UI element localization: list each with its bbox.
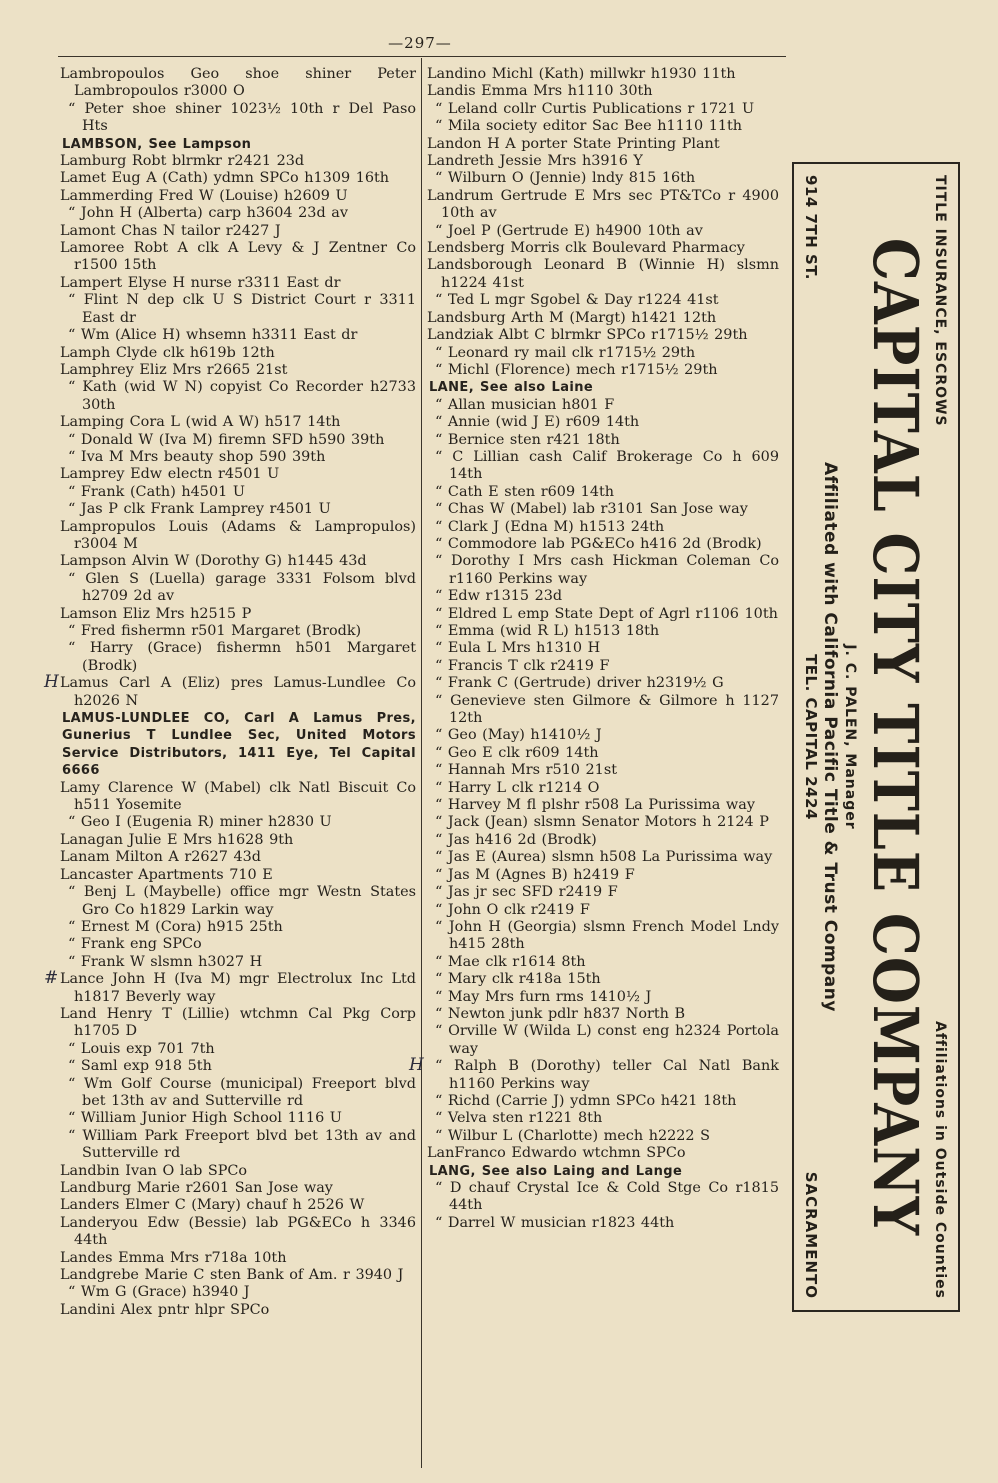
directory-entry — [60, 623, 416, 640]
directory-entry — [427, 362, 779, 379]
entry-text: “ John H (Alberta) carp h3604 23d av — [68, 205, 348, 222]
entry-text: Lamprey Edw electn r4501 U — [60, 466, 280, 483]
directory-entry — [60, 379, 416, 414]
directory-entry — [427, 640, 779, 657]
entry-text: “ William Park Freeport blvd bet 13th av and Sutterville rd — [68, 1127, 416, 1162]
entry-text: Landini Alex pntr hlpr SPCo — [60, 1301, 270, 1318]
entry-text: “ Emma (wid R L) h1513 18th — [435, 623, 660, 639]
entry-text: “ Velva sten r1221 8th — [435, 1110, 603, 1127]
directory-entry — [60, 849, 416, 866]
top-rule — [58, 56, 786, 57]
directory-entry — [427, 66, 779, 83]
entry-text: “ D chauf Crystal Ice & Cold Stge Co r1815 44th — [435, 1180, 779, 1214]
entry-text: Lamy Clarence W (Mabel) clk Natl Biscuit Co h511 Yosemite — [60, 779, 416, 814]
entry-text: Lampropulos Louis (Adams & Lampropulos) r3004 M — [60, 518, 416, 552]
directory-entry — [60, 484, 416, 501]
directory-entry — [44, 672, 416, 710]
directory-entry — [427, 292, 779, 309]
entry-text: Lendsberg Morris clk Boulevard Pharmacy — [427, 240, 745, 257]
entry-text: “ Geo I (Eugenia R) miner h2830 U — [68, 814, 332, 831]
directory-entry — [427, 553, 779, 588]
directory-entry — [60, 640, 416, 675]
directory-entry — [427, 449, 779, 484]
entry-text: “ John H (Georgia) slsmn French Model Lndy h415 28th — [435, 918, 779, 953]
directory-entry — [427, 814, 779, 831]
directory-entry — [427, 1128, 779, 1145]
directory-entry — [60, 832, 416, 849]
directory-entry — [60, 1250, 416, 1267]
directory-entry — [427, 223, 779, 240]
directory-entry — [427, 919, 779, 954]
entry-text: “ Francis T clk r2419 F — [435, 657, 610, 674]
entry-text: Landsburg Arth M (Margt) h1421 12th — [427, 309, 717, 326]
entry-text: “ Louis exp 701 7th — [68, 1040, 215, 1057]
directory-entry — [60, 606, 416, 623]
entry-text: Lanam Milton A r2627 43d — [60, 849, 261, 866]
directory-entry — [427, 954, 779, 971]
entry-text: “ Hannah Mrs r510 21st — [435, 762, 617, 779]
entry-text: “ Ted L mgr Sgobel & Day r1224 41st — [435, 292, 719, 309]
entry-text: Landsborough Leonard B (Winnie H) slsmn h1224 41st — [427, 257, 779, 291]
directory-entry — [60, 1267, 416, 1284]
directory-entry — [44, 968, 416, 1006]
entry-text: Landburg Marie r2601 San Jose way — [60, 1180, 333, 1196]
entry-text: LAMBSON, See Lampson — [62, 136, 252, 152]
directory-entry — [60, 188, 416, 205]
directory-entry — [60, 954, 416, 971]
entry-text: “ Mary clk r418a 15th — [435, 971, 601, 988]
directory-entry — [427, 536, 779, 553]
entry-text: Lanagan Julie E Mrs h1628 9th — [60, 831, 294, 848]
entry-text: Landon H A porter State Printing Plant — [427, 135, 720, 152]
directory-entry — [60, 362, 416, 379]
section-heading — [427, 1163, 779, 1180]
directory-entry — [60, 101, 416, 136]
directory-entry — [60, 240, 416, 275]
entry-text: “ Flint N dep clk U S District Court r 3311 East dr — [68, 292, 416, 326]
directory-entry — [60, 275, 416, 292]
directory-entry — [427, 971, 779, 988]
entry-text: Landbin Ivan O lab SPCo — [60, 1162, 248, 1179]
entry-text: “ Leland collr Curtis Publications r 1721 U — [435, 100, 755, 117]
directory-entry — [427, 188, 779, 223]
directory-entry — [60, 780, 416, 815]
directory-entry — [60, 327, 416, 344]
entry-text: “ Wilburn O (Jennie) lndy 815 16th — [435, 170, 696, 187]
entry-text: “ Jas P clk Frank Lamprey r4501 U — [68, 501, 331, 518]
directory-entry — [60, 1110, 416, 1127]
directory-entry — [427, 118, 779, 135]
directory-entry — [427, 153, 779, 170]
entry-text: “ Darrel W musician r1823 44th — [435, 1214, 675, 1231]
directory-entry — [427, 345, 779, 362]
entry-text: Lancaster Apartments 710 E — [60, 866, 273, 883]
directory-column-right — [409, 66, 779, 1232]
entry-text: Lamph Clyde clk h619b 12th — [60, 344, 275, 361]
directory-entry — [60, 1076, 416, 1111]
entry-text: Lammerding Fred W (Louise) h2609 U — [60, 187, 348, 204]
entry-text: “ Cath E sten r609 14th — [435, 483, 615, 500]
entry-text: “ Dorothy I Mrs cash Hickman Coleman Co r1160 Perkins way — [435, 553, 779, 587]
entry-text: LANG, See also Laing and Lange — [429, 1163, 683, 1179]
entry-text: “ Jas E (Aurea) slsmn h508 La Purissima way — [435, 849, 773, 866]
directory-entry — [60, 936, 416, 953]
entry-text: “ Harry (Grace) fishermn h501 Margaret (Brodk) — [68, 640, 416, 674]
directory-entry — [60, 170, 416, 187]
entry-text: Lamphrey Eliz Mrs r2665 21st — [60, 361, 288, 378]
entry-text: Lamson Eliz Mrs h2515 P — [60, 605, 252, 622]
entry-text: “ Leonard ry mail clk r1715½ 29th — [435, 344, 696, 361]
entry-text: “ Kath (wid W N) copyist Co Recorder h2733 30th — [68, 379, 416, 413]
entry-text: “ Orville W (Wilda L) const eng h2324 Portola way — [435, 1023, 779, 1057]
entry-text: Landeryou Edw (Bessie) lab PG&ECo h 3346 44th — [60, 1214, 416, 1249]
entry-text: Lamont Chas N tailor r2427 J — [60, 222, 281, 239]
directory-entry — [60, 205, 416, 222]
directory-entry — [60, 449, 416, 466]
directory-entry — [427, 170, 779, 187]
directory-entry — [60, 1006, 416, 1041]
entry-text: “ Jas jr sec SFD r2419 F — [435, 884, 618, 901]
directory-entry — [60, 867, 416, 884]
directory-entry — [60, 884, 416, 919]
ad-manager: J. C. PALEN, Manager — [842, 644, 858, 830]
directory-entry — [427, 1006, 779, 1023]
directory-entry — [427, 101, 779, 118]
entry-text: Lampert Elyse H nurse r3311 East dr — [60, 274, 341, 291]
directory-entry — [60, 414, 416, 431]
ad-phone: TEL. CAPITAL 2424 — [802, 654, 820, 820]
entry-text: “ Jas M (Agnes B) h2419 F — [435, 866, 635, 883]
entry-text: “ Allan musician h801 F — [435, 396, 615, 413]
entry-text: “ Newton junk pdlr h837 North B — [435, 1005, 686, 1022]
entry-text: Landrum Gertrude E Mrs sec PT&TCo r 4900 10th av — [427, 187, 779, 222]
entry-text: “ Edw r1315 23d — [435, 588, 563, 605]
directory-entry — [427, 1145, 779, 1162]
entry-text: “ Frank eng SPCo — [68, 936, 202, 953]
entry-text: “ Wm Golf Course (municipal) Freeport blvd bet 13th av and Sutterville rd — [68, 1075, 416, 1109]
directory-entry — [427, 780, 779, 797]
entry-text: “ Frank C (Gertrude) driver h2319½ G — [435, 675, 724, 692]
directory-entry — [60, 519, 416, 554]
entry-text: Landers Elmer C (Mary) chauf h 2526 W — [60, 1197, 365, 1214]
directory-entry — [427, 257, 779, 292]
ad-tagline-right: Affiliations in Outside Counties — [932, 1020, 948, 1299]
entry-text: Lance John H (Iva M) mgr Electrolux Inc Ltd h1817 Beverly way — [60, 971, 416, 1005]
entry-text: “ Genevieve sten Gilmore & Gilmore h 1127 12th — [435, 692, 779, 727]
directory-entry — [60, 1128, 416, 1163]
entry-text: “ Geo E clk r609 14th — [435, 744, 599, 761]
entry-text: “ C Lillian cash Calif Brokerage Co h 609 14th — [435, 448, 779, 483]
entry-text: “ Michl (Florence) mech r1715½ 29th — [435, 361, 718, 378]
directory-entry — [427, 1110, 779, 1127]
directory-entry — [60, 1197, 416, 1214]
entry-text: Landes Emma Mrs r718a 10th — [60, 1249, 287, 1266]
handwritten-margin-mark: H — [44, 672, 59, 693]
directory-entry — [60, 1163, 416, 1180]
entry-text: “ William Junior High School 1116 U — [68, 1110, 342, 1127]
page-number: —297— — [388, 34, 452, 52]
entry-text: “ Harry L clk r1214 O — [435, 779, 600, 796]
directory-entry — [60, 501, 416, 518]
directory-entry — [427, 240, 779, 257]
directory-entry — [60, 1180, 416, 1197]
directory-entry — [60, 345, 416, 362]
entry-text: Lambropoulos Geo shoe shiner Peter Lambropoulos r3000 O — [60, 66, 416, 100]
entry-text: “ Wilbur L (Charlotte) mech h2222 S — [435, 1127, 711, 1144]
directory-entry — [427, 797, 779, 814]
entry-text: “ Commodore lab PG&ECo h416 2d (Brodk) — [435, 535, 762, 552]
title-company-advertisement — [792, 162, 960, 1312]
entry-text: “ Geo (May) h1410½ J — [435, 727, 602, 744]
directory-entry — [427, 849, 779, 866]
directory-entry — [60, 432, 416, 449]
directory-entry — [427, 1215, 779, 1232]
entry-text: “ May Mrs furn rms 1410½ J — [435, 988, 652, 1005]
entry-text: “ Fred fishermn r501 Margaret (Brodk) — [68, 623, 362, 639]
entry-text: Landgrebe Marie C sten Bank of Am. r 3940 J — [60, 1267, 404, 1284]
directory-entry — [427, 1180, 779, 1215]
directory-entry — [427, 310, 779, 327]
entry-text: “ John O clk r2419 F — [435, 901, 590, 918]
entry-text: “ Wm (Alice H) whsemn h3311 East dr — [68, 327, 358, 344]
directory-entry — [427, 693, 779, 728]
entry-text: “ Frank W slsmn h3027 H — [68, 953, 263, 970]
entry-text: Lamet Eug A (Cath) ydmn SPCo h1309 16th — [60, 170, 390, 187]
directory-entry — [427, 884, 779, 901]
directory-entry — [60, 223, 416, 240]
directory-entry — [60, 66, 416, 101]
directory-entry — [60, 1215, 416, 1250]
directory-entry — [427, 727, 779, 744]
directory-entry — [427, 83, 779, 100]
directory-entry — [60, 1058, 416, 1075]
section-heading — [427, 379, 779, 396]
entry-text: “ Wm G (Grace) h3940 J — [68, 1284, 250, 1301]
entry-text: LANE, See also Laine — [429, 380, 594, 396]
entry-text: “ Jas h416 2d (Brodk) — [435, 831, 597, 848]
entry-text: “ Clark J (Edna M) h1513 24th — [435, 518, 665, 535]
directory-entry — [60, 1284, 416, 1301]
directory-entry — [427, 658, 779, 675]
entry-text: “ Donald W (Iva M) firemn SFD h590 39th — [68, 431, 385, 448]
entry-text: “ Mae clk r1614 8th — [435, 953, 586, 970]
directory-entry — [427, 397, 779, 414]
handwritten-margin-mark: H — [409, 1055, 424, 1076]
entry-text: “ Mila society editor Sac Bee h1110 11th — [435, 118, 743, 135]
directory-entry — [427, 484, 779, 501]
entry-text: “ Jack (Jean) slsmn Senator Motors h 2124 P — [435, 814, 769, 831]
directory-entry — [427, 832, 779, 849]
directory-entry — [427, 867, 779, 884]
directory-entry — [60, 919, 416, 936]
directory-entry — [427, 136, 779, 153]
entry-text: “ Eula L Mrs h1310 H — [435, 640, 601, 657]
directory-entry — [427, 606, 779, 623]
entry-text: “ Ralph B (Dorothy) teller Cal Natl Bank h1160 Perkins way — [435, 1058, 779, 1092]
entry-text: “ Peter shoe shiner 1023½ 10th r Del Paso Hts — [68, 100, 416, 135]
handwritten-margin-mark: # — [44, 968, 59, 989]
column-divider — [421, 58, 422, 1468]
directory-entry — [427, 902, 779, 919]
entry-text: “ Benj L (Maybelle) office mgr Westn States Gro Co h1829 Larkin way — [68, 884, 416, 918]
entry-text: “ Saml exp 918 5th — [68, 1058, 212, 1075]
directory-entry — [409, 1055, 779, 1093]
directory-entry — [60, 153, 416, 170]
directory-entry — [427, 519, 779, 536]
entry-text: “ Frank (Cath) h4501 U — [68, 483, 245, 500]
business-listing — [60, 710, 416, 780]
entry-text: “ Harvey M fl plshr r508 La Purissima way — [435, 797, 755, 814]
directory-entry — [427, 414, 779, 431]
directory-entry — [60, 814, 416, 831]
directory-entry — [427, 989, 779, 1006]
directory-entry — [427, 501, 779, 518]
entry-text: “ Chas W (Mabel) lab r3101 San Jose way — [435, 501, 748, 518]
directory-entry — [60, 1302, 416, 1319]
entry-text: “ Ernest M (Cora) h915 25th — [68, 918, 283, 935]
directory-entry — [60, 466, 416, 483]
ad-tagline-left: TITLE INSURANCE, ESCROWS — [932, 175, 948, 427]
section-heading — [60, 136, 416, 153]
entry-text: “ Glen S (Luella) garage 3331 Folsom blvd h2709 2d av — [68, 570, 416, 605]
entry-text: Landino Michl (Kath) millwkr h1930 11th — [427, 66, 736, 82]
directory-entry — [60, 1041, 416, 1058]
entry-text: “ Richd (Carrie J) ydmn SPCo h421 18th — [435, 1092, 737, 1109]
entry-text: Lampson Alvin W (Dorothy G) h1445 43d — [60, 553, 367, 570]
directory-column-left — [44, 66, 416, 1319]
entry-text: Lamoree Robt A clk A Levy & J Zentner Co r1500 15th — [60, 240, 416, 274]
directory-entry — [427, 327, 779, 344]
entry-text: LanFranco Edwardo wtchmn SPCo — [427, 1145, 686, 1162]
entry-text: Landreth Jessie Mrs h3916 Y — [427, 153, 643, 170]
entry-text: Lamburg Robt blrmkr r2421 23d — [60, 153, 305, 170]
directory-entry — [427, 675, 779, 692]
ad-address: 914 7TH ST. — [802, 175, 820, 280]
entry-text: Landis Emma Mrs h1110 30th — [427, 83, 653, 100]
entry-text: “ Eldred L emp State Dept of Agrl r1106 10th — [435, 605, 778, 622]
directory-entry — [427, 1023, 779, 1058]
entry-text: Land Henry T (Lillie) wtchmn Cal Pkg Corp h1705 D — [60, 1005, 416, 1040]
directory-entry — [427, 762, 779, 779]
ad-city: SACRAMENTO — [802, 1171, 820, 1299]
entry-text: “ Joel P (Gertrude E) h4900 10th av — [435, 222, 703, 239]
ad-affiliation: Affiliated with California Pacific Title & Trust Company — [820, 462, 840, 1012]
advertisement-content — [798, 169, 954, 1305]
directory-entry — [427, 1093, 779, 1110]
directory-entry — [427, 745, 779, 762]
entry-text: LAMUS-LUNDLEE CO, Carl A Lamus Pres, Gunerius T Lundlee Sec, United Motors Service Distributors, 1411 Eye, Tel Capital 6666 — [62, 711, 416, 779]
directory-entry — [427, 623, 779, 640]
ad-company-name: CAPITAL CITY TITLE COMPANY — [859, 237, 933, 1237]
entry-text: “ Bernice sten r421 18th — [435, 431, 620, 448]
directory-entry — [60, 571, 416, 606]
entry-text: “ Iva M Mrs beauty shop 590 39th — [68, 448, 326, 465]
entry-text: Landziak Albt C blrmkr SPCo r1715½ 29th — [427, 327, 748, 344]
directory-entry — [427, 432, 779, 449]
directory-entry — [60, 292, 416, 327]
entry-text: Lamus Carl A (Eliz) pres Lamus-Lundlee Co h2026 N — [60, 675, 416, 709]
entry-text: Lamping Cora L (wid A W) h517 14th — [60, 414, 341, 431]
directory-entry — [60, 553, 416, 570]
directory-entry — [427, 588, 779, 605]
entry-text: “ Annie (wid J E) r609 14th — [435, 414, 640, 431]
